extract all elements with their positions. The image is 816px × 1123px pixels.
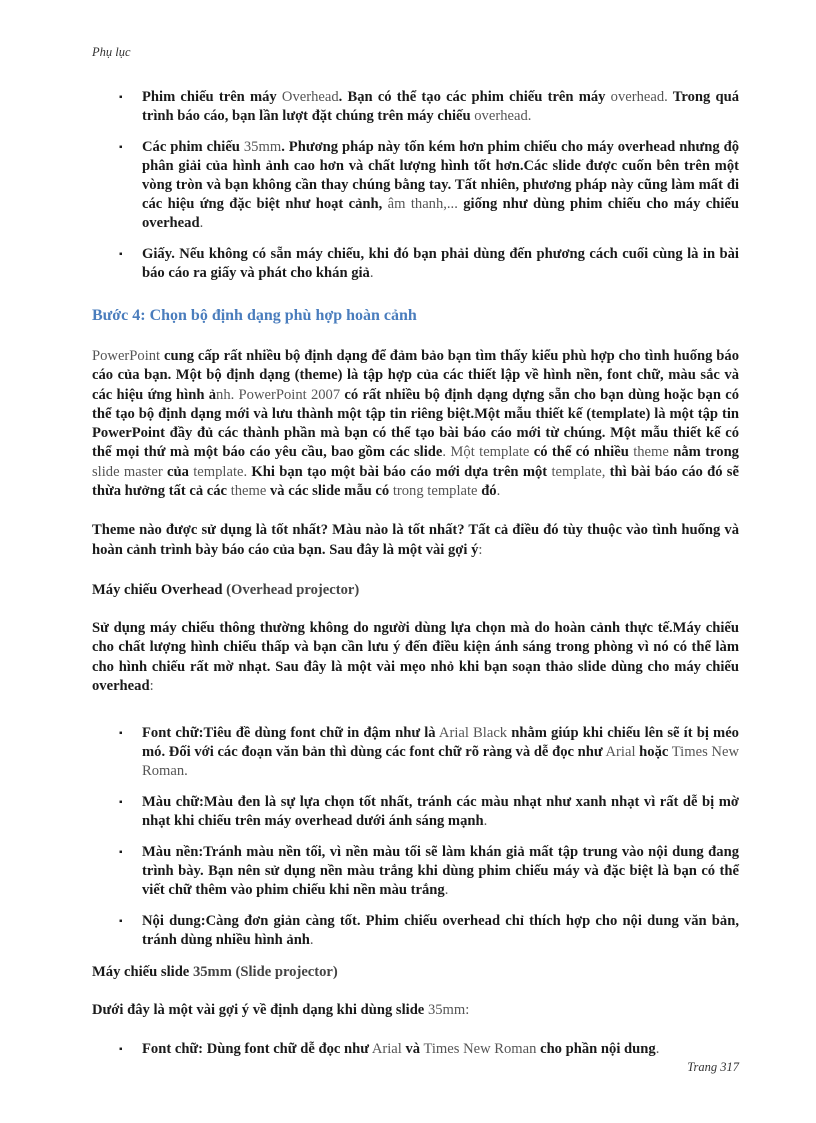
- bullet-marker: ▪: [119, 847, 123, 859]
- bullet-list-overhead-tips: [92, 724, 739, 950]
- page-number: Trang 317: [687, 1060, 739, 1074]
- subheading-overhead: Máy chiếu Overhead (Overhead projector): [92, 581, 360, 598]
- bullet-marker: ▪: [119, 797, 123, 809]
- list-item: ▪ Màu nền:Tránh màu nền tối, vì nền màu tối sẽ làm khán giả mất tập trung vào nội dung đang trình bày. Bạn nên sử dụng nền màu trắng khi dùng phim chiếu máy và đặc biệt là bạn có thể viết chữ thêm vào phim chiếu khi nền màu trắng.: [119, 844, 739, 899]
- list-item: ▪ Font chữ: Dùng font chữ dễ đọc như Arial và Times New Roman cho phần nội dung.: [119, 1041, 660, 1058]
- section-heading: Bước 4: Chọn bộ định dạng phù hợp hoàn cảnh: [92, 307, 417, 324]
- list-item: ▪ Màu chữ:Màu đen là sự lựa chọn tốt nhất, tránh các màu nhạt như xanh nhạt vì rất dễ bị mờ nhạt khi chiếu trên máy overhead dưới ánh sáng mạnh.: [119, 794, 739, 830]
- bullet-marker: ▪: [119, 1044, 123, 1056]
- page-header: Phụ lục: [92, 45, 131, 59]
- bullet-list-slide-tips: [92, 1040, 739, 1059]
- bullet-marker: ▪: [119, 728, 123, 740]
- page-content: [92, 88, 739, 1071]
- subheading-slide-projector: Máy chiếu slide 35mm (Slide projector): [92, 964, 338, 981]
- paragraph-slide-projector: Dưới đây là một vài gợi ý về định dạng khi dùng slide 35mm:: [92, 1002, 470, 1019]
- bullet-marker: ▪: [119, 92, 123, 103]
- paragraph-which-theme: Theme nào được sử dụng là tốt nhất? Màu nào là tốt nhất? Tất cả điều đó tùy thuộc vào tình huống và hoàn cảnh trình bày báo cáo của bạn. Sau đây là một vài gợi ý:: [92, 522, 739, 558]
- list-item: ▪ Giấy. Nếu không có sẵn máy chiếu, khi đó bạn phải dùng đến phương cách cuối cùng là in bài báo cáo ra giấy và phát cho khán giả.: [119, 246, 739, 281]
- list-item: ▪ Nội dung:Càng đơn giản càng tốt. Phim chiếu overhead chỉ thích hợp cho nội dung văn bản, tránh dùng nhiều hình ảnh.: [119, 913, 739, 949]
- bullet-marker: ▪: [119, 916, 123, 928]
- paragraph-overhead: Sử dụng máy chiếu thông thường không do người dùng lựa chọn mà do hoàn cảnh thực tế.Máy chiếu cho chất lượng hình chiếu thấp và bạn cần lưu ý đến điều kiện ánh sáng trong phòng vì nó có thể làm cho hình chiếu rất mờ nhạt. Sau đây là một vài mẹo nhỏ khi bạn soạn thảo slide dùng cho máy chiếu overhead:: [92, 619, 739, 694]
- list-item: ▪ Phim chiếu trên máy Overhead. Bạn có thể tạo các phim chiếu trên máy overhead. Trong quá trình báo cáo, bạn lần lượt đặt chúng trên máy chiếu overhead.: [119, 89, 739, 124]
- paragraph-themes: PowerPoint cung cấp rất nhiều bộ định dạng để đảm bảo bạn tìm thấy kiểu phù hợp cho tình huống báo cáo của bạn. Một bộ định dạng (theme) là tập hợp của các thiết lập về hình nền, font chữ, màu sắc và các hiệu ứng hình ảnh. PowerPoint 2007 có rất nhiều bộ định dạng dựng sẵn cho bạn dùng hoặc bạn có thể tạo bộ định dạng mới và lưu thành một tập tin riêng biệt.Một mẫu thiết kế (template) là một tập tin PowerPoint đầy đủ các thành phần mà bạn có thể tạo bài báo cáo mới từ chúng. Một mẫu thiết kế có thể mọi thứ mà một báo cáo yêu cầu, bao gồm các slide. Một template có thể có nhiều theme nằm trong slide master của template. Khi bạn tạo một bài báo cáo mới dựa trên một template, thì bài báo cáo đó sẽ thừa hưởng tất cả các theme và các slide mẫu có trong template đó.: [92, 348, 739, 500]
- list-item: ▪ Font chữ:Tiêu đề dùng font chữ in đậm như là Arial Black nhằm giúp khi chiếu lên sẽ ít bị méo mó. Đối với các đoạn văn bản thì dùng các font chữ rõ ràng và dễ đọc như Arial hoặc Times New Roman.: [119, 725, 739, 780]
- bullet-marker: ▪: [119, 142, 123, 153]
- list-item: ▪ Các phim chiếu 35mm. Phương pháp này tốn kém hơn phim chiếu cho máy overhead nhưng độ phân giải của hình ảnh cao hơn và chất lượng hình tốt hơn.Các slide được cuốn bên trên một vòng tròn và bạn không cần thay chúng bằng tay. Tất nhiên, phương pháp này cũng làm mất đi các hiệu ứng đặc biệt như hoạt cảnh, âm thanh,... giống như dùng phim chiếu cho máy chiếu overhead.: [119, 139, 739, 231]
- bullet-list-media: [92, 88, 739, 283]
- bullet-marker: ▪: [119, 249, 123, 260]
